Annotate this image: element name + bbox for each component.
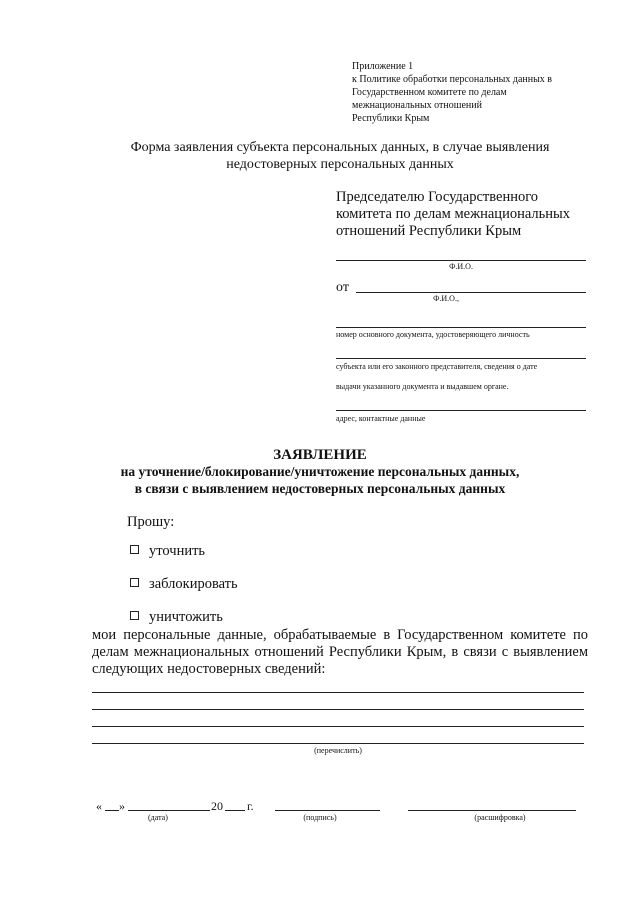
details-line-2[interactable] [92, 709, 584, 710]
from-fio-line[interactable] [356, 292, 586, 293]
signature-line[interactable] [275, 810, 380, 811]
checkbox[interactable] [130, 578, 139, 587]
request-text [92, 627, 588, 678]
request-text-line: следующих недостоверных сведений: [92, 661, 326, 677]
fio-line[interactable] [336, 260, 586, 261]
year-prefix: 20 [211, 799, 223, 813]
option-block[interactable] [130, 576, 238, 593]
request-prompt: Прошу: [127, 514, 175, 530]
year-suffix: г. [247, 799, 254, 813]
appendix-line: к Политике обработки персональных данных в [352, 74, 553, 85]
document-details-caption: субъекта или его законного представителя, сведения о дате [336, 362, 538, 371]
document-details-line[interactable] [336, 358, 586, 359]
from-fio-caption: Ф.И.О., [433, 294, 459, 303]
addressee-line: Председателю Государственного [336, 189, 539, 205]
appendix-line: Республики Крым [352, 113, 430, 124]
signature-caption: (подпись) [303, 813, 337, 822]
from-label: от [336, 280, 349, 295]
appendix-block [352, 60, 612, 125]
statement-subtitle-line: на уточнение/блокирование/уничтожение персональных данных, [120, 464, 520, 479]
option-label: уточнить [149, 543, 206, 559]
form-title-line: Форма заявления субъекта персональных данных, в случае выявления [130, 140, 550, 155]
appendix-line: межнациональных отношений [352, 100, 482, 111]
date-open-quote: « [96, 799, 102, 813]
checkbox[interactable] [130, 611, 139, 620]
request-text-line: делам межнациональных отношений Республики Крым, в связи с выявлением [92, 644, 588, 660]
statement-subtitle [40, 463, 600, 497]
address-line[interactable] [336, 410, 586, 411]
day-line[interactable] [105, 810, 119, 811]
decode-line[interactable] [408, 810, 576, 811]
list-caption: (перечислить) [314, 746, 362, 755]
date-close-quote: » [119, 799, 125, 813]
addressee-line: комитета по делам межнациональных [336, 206, 571, 222]
addressee-line: отношений Республики Крым [336, 223, 522, 239]
details-line-4[interactable] [92, 743, 584, 744]
form-title-line: недостоверных персональных данных [226, 157, 454, 172]
document-issue-caption: выдачи указанного документа и выдавшем органе. [336, 382, 509, 391]
month-line[interactable] [128, 810, 210, 811]
option-clarify[interactable] [130, 543, 205, 560]
statement-heading: ЗАЯВЛЕНИЕ [273, 447, 367, 463]
document-line[interactable] [336, 327, 586, 328]
addressee-block [336, 189, 606, 240]
document-caption: номер основного документа, удостоверяющего личность [336, 330, 530, 339]
date-caption: (дата) [148, 813, 168, 822]
option-label: заблокировать [149, 576, 238, 592]
decode-caption: (расшифровка) [474, 813, 526, 822]
fio-caption: Ф.И.О. [449, 262, 473, 271]
checkbox[interactable] [130, 545, 139, 554]
address-caption: адрес, контактные данные [336, 414, 426, 423]
appendix-title: Приложение 1 [352, 61, 414, 72]
appendix-line: Государственном комитете по делам [352, 87, 507, 98]
details-line-1[interactable] [92, 692, 584, 693]
request-text-line: мои персональные данные, обрабатываемые в Государственном комитете по [92, 627, 588, 643]
statement-subtitle-line: в связи с выявлением недостоверных персональных данных [134, 481, 506, 496]
details-line-3[interactable] [92, 726, 584, 727]
form-title [90, 139, 590, 173]
option-destroy[interactable] [130, 609, 223, 626]
option-label: уничтожить [149, 609, 223, 625]
year-line[interactable] [225, 810, 245, 811]
